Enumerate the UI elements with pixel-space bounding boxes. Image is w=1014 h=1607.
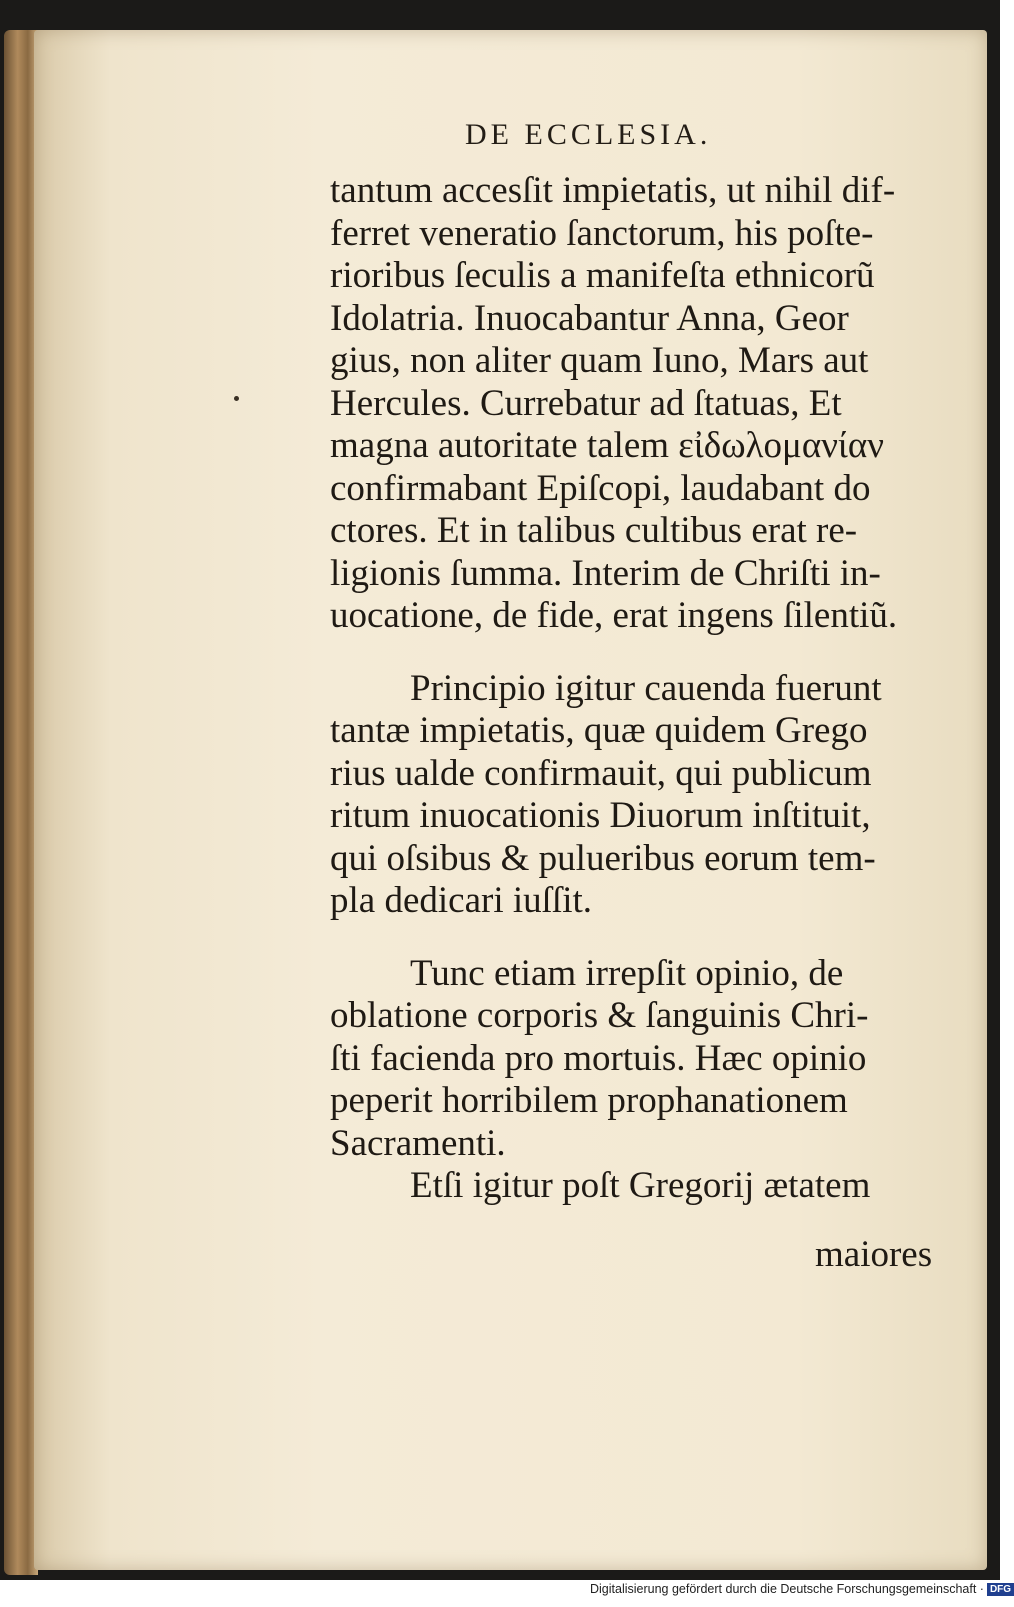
text-line: Hercules. Currebatur ad ſtatuas, Et [330,382,842,424]
running-header: DE ECCLESIA. [465,118,712,151]
text-line: Principio igitur cauenda fuerunt [410,667,882,709]
text-line: gius, non aliter quam Iuno, Mars aut [330,340,869,381]
text-line: rioribus ſeculis a manifeſta ethnicorũ [330,255,875,296]
text-line: ritum inuocationis Diuorum inſtituit, [330,795,871,836]
text-line: Sacramenti. [330,1122,506,1164]
book-spine-edge [4,30,38,1575]
text-line: tantum accesſit impietatis, ut nihil dif- [330,170,896,211]
text-line: ligionis ſumma. Interim de Chriſti in- [330,552,881,594]
body-text [330,170,945,1208]
text-line: pla dedicari iuſſit. [330,880,592,921]
text-line: tantæ impietatis, quæ quidem Grego [330,710,868,751]
text-line: uocatione, de fide, erat ingens ſilentiũ. [330,595,898,636]
digitization-credit [590,1582,1012,1602]
text-line: peperit horribilem prophanationem [330,1080,848,1121]
paragraph-gap [330,638,945,668]
text-line: Idolatria. Inuocabantur Anna, Geor [330,297,849,339]
dfg-logo: DFG [987,1583,1014,1596]
text-line: ferret veneratio ſanctorum, his poſte- [330,212,874,254]
text-line: ſti facienda pro mortuis. Hæc opinio [330,1037,867,1079]
text-line: qui oſsibus & pulueribus eorum tem- [330,837,876,879]
text-line: magna autoritate talem εἰδωλομανίαν [330,425,885,466]
text-line: confirmabant Epiſcopi, laudabant do [330,467,871,509]
text-line: Etſi igitur poſt Gregorij ætatem [410,1165,871,1206]
margin-mark [234,396,239,401]
text-line: oblatione corporis & ſanguinis Chri- [330,995,869,1036]
paragraph-gap [330,923,945,953]
credit-text: Digitalisierung gefördert durch die Deutsche Forschungsgemeinschaft · [590,1582,984,1596]
text-line: ctores. Et in talibus cultibus erat re- [330,510,858,551]
text-line: Tunc etiam irrepſit opinio, de [410,952,844,994]
catchword: maiores [815,1234,933,1275]
text-line: rius ualde confirmauit, qui publicum [330,752,872,794]
